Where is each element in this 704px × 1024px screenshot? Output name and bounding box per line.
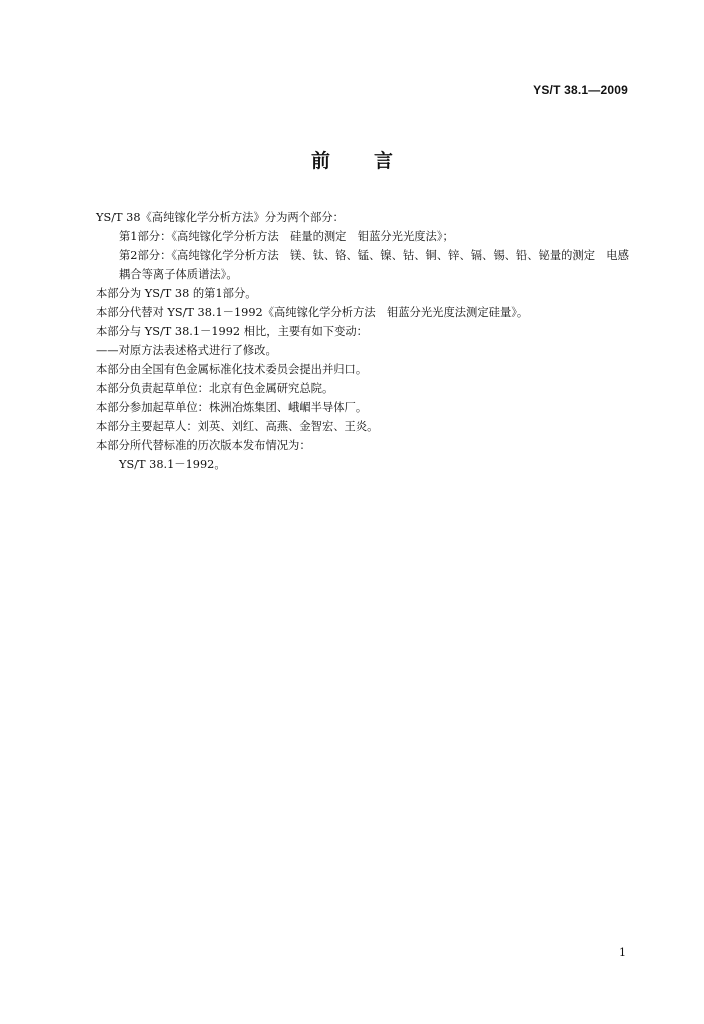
paragraph-part-statement: 本部分为 YS/T 38 的第1部分。 [96,287,257,300]
paragraph-change-item: ——对原方法表述格式进行了修改。 [96,344,277,357]
paragraph-drafting-unit: 本部分负责起草单位：北京有色金属研究总院。 [96,382,334,395]
paragraph-part1: 第1部分：《高纯镓化学分析方法 硅量的测定 钼蓝分光光度法》； [119,230,454,243]
page-title: 前言 [310,150,437,172]
paragraph-proposed-by: 本部分由全国有色金属标准化技术委员会提出并归口。 [96,363,368,376]
paragraph-intro: YS/T 38《高纯镓化学分析方法》分为两个部分： [96,211,344,224]
paragraph-drafters: 本部分主要起草人：刘英、刘红、高燕、金智宏、王炎。 [96,420,379,433]
foreword-body [96,208,636,474]
paragraph-history-item: YS/T 38.1－1992。 [119,458,226,471]
paragraph-history: 本部分所代替标准的历次版本发布情况为： [96,439,311,452]
paragraph-replaces: 本部分代替对 YS/T 38.1－1992《高纯镓化学分析方法 钼蓝分光光度法测定硅量》。 [96,306,529,319]
paragraph-changes: 本部分与 YS/T 38.1－1992 相比，主要有如下变动： [96,325,368,338]
page-number: 1 [619,946,626,959]
paragraph-participating-units: 本部分参加起草单位：株洲冶炼集团、峨嵋半导体厂。 [96,401,368,414]
standard-code: YS/T 38.1—2009 [533,83,628,97]
paragraph-part2: 第2部分：《高纯镓化学分析方法 镁、钛、铬、锰、镍、钴、铜、锌、镉、锡、铅、铋量的测定 电感耦合等离子体质谱法》。 [119,249,629,281]
